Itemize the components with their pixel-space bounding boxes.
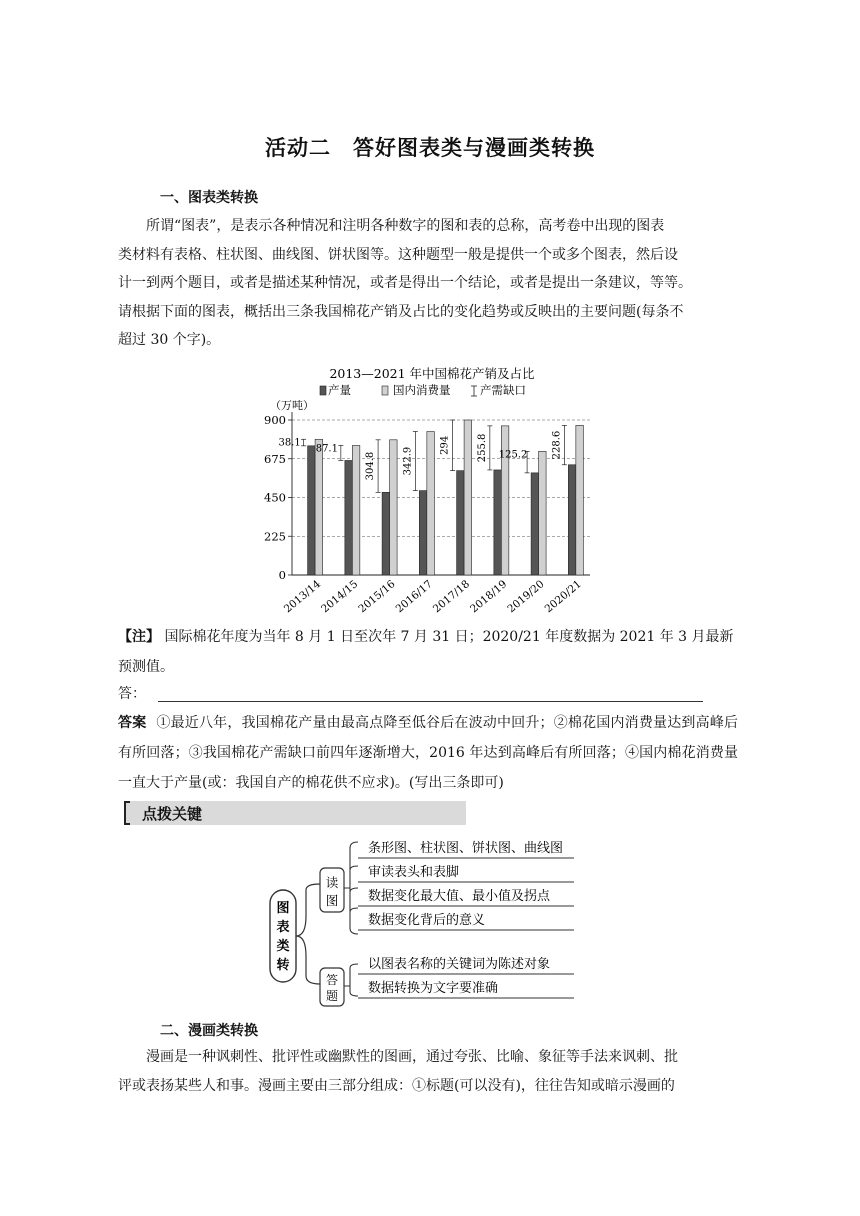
answer-item: 以图表名称的关键词为陈述对象: [368, 957, 551, 972]
bar-consumption: [352, 445, 360, 575]
bar-production: [382, 492, 390, 575]
para-line: 超过 30 个字)。: [118, 332, 221, 348]
read-item: 条形图、柱状图、饼状图、曲线图: [368, 841, 564, 856]
x-tick-label: 2017/18: [430, 578, 473, 616]
para-line: 所谓“图表”，是表示各种情况和注明各种数字的图和表的总称，高考卷中出现的图表: [146, 218, 665, 234]
tip-bracket-icon: [124, 801, 130, 825]
svg-text:类: 类: [276, 939, 290, 954]
bar-production: [457, 471, 465, 575]
svg-text:表: 表: [276, 920, 290, 935]
chart-legend: [320, 383, 526, 397]
section-heading-comic: 二、漫画类转换: [160, 1023, 258, 1039]
svg-text:图: 图: [325, 893, 339, 908]
para-line: 评或表扬某些人和事。漫画主要由三部分组成：①标题(可以没有)，往往告知或暗示漫画的: [118, 1077, 675, 1094]
para-line: 请根据下面的图表，概括出三条我国棉花产销及占比的变化趋势或反映出的主要问题(每条不: [118, 303, 684, 320]
svg-text:答: 答: [325, 973, 339, 987]
mind-map: [262, 836, 592, 1008]
legend-gap-icon: [471, 386, 477, 396]
answer-blank-line: [158, 701, 703, 702]
bar-production: [308, 446, 316, 575]
bar-production: [494, 470, 502, 575]
chart-note: [118, 622, 738, 682]
legend-swatch-production: [320, 386, 326, 395]
x-tick-label: 2018/19: [468, 578, 510, 616]
read-item: 数据变化背后的意义: [368, 913, 486, 928]
svg-text:读: 读: [325, 875, 339, 890]
para-line: 计一到两个题目，或者是描述某种情况，或者是得出一个结论，或者是提出一条建议，等等。: [118, 275, 692, 291]
legend-gap: 产需缺口: [480, 383, 526, 397]
answer-text: ①最近八年，我国棉花产量由最高点降至低谷后在波动中回升；②棉花国内消费量达到高峰后有所回落；③我国棉花产需缺口前四年逐渐增大，2016 年达到高峰后有所回落；④国内棉花消费量一直大于产量(或：我国自产的棉花供不应求)。(写出三条即可): [118, 715, 739, 791]
gap-label: 304.8: [365, 451, 377, 481]
para-line: 漫画是一种讽刺性、批评性或幽默性的图画，通过夸张、比喻、象征等手法来讽刺、批: [146, 1049, 678, 1065]
bar-consumption: [464, 420, 472, 575]
answer-prompt: 答：: [118, 686, 146, 702]
y-tick-label: 450: [264, 490, 286, 505]
read-item: 审读表头和表脚: [368, 865, 460, 880]
y-tick-label: 675: [264, 451, 286, 466]
chart-title: 2013—2021 年中国棉花产销及占比: [329, 366, 535, 381]
gap-label: 255.8: [476, 433, 488, 463]
section-heading-chart: 一、图表类转换: [160, 190, 258, 206]
legend-production: 产量: [328, 383, 351, 397]
y-tick-label: 225: [264, 529, 286, 544]
bar-consumption: [427, 432, 435, 575]
gap-label: 38.1: [278, 437, 301, 449]
y-tick-label: 900: [264, 413, 286, 427]
read-item: 数据变化最大值、最小值及拐点: [368, 889, 551, 904]
x-tick-label: 2015/16: [356, 578, 398, 616]
gap-label: 342.9: [402, 446, 414, 476]
para-line: 类材料有表格、柱状图、曲线图、饼状图等。这种题型一般是提供一个或多个图表，然后设: [118, 246, 678, 263]
x-tick-label: 2013/14: [281, 578, 324, 616]
section1-paragraph: [118, 212, 738, 355]
bar-consumption: [315, 439, 323, 575]
bar-production: [568, 465, 576, 575]
legend-swatch-consumption: [382, 386, 388, 395]
y-axis-label: （万吨）: [270, 399, 314, 412]
svg-text:转: 转: [276, 958, 290, 973]
tip-heading: 点拨关键: [142, 805, 203, 823]
bar-production: [419, 491, 427, 575]
legend-consumption: 国内消费量: [393, 383, 451, 397]
answer-label: 答案: [118, 715, 147, 731]
bar-consumption: [539, 451, 547, 575]
x-tick-label: 2020/21: [542, 578, 584, 616]
gap-label: 125.2: [498, 449, 528, 461]
x-tick-label: 2016/17: [393, 578, 435, 616]
page-title: 活动二 答好图表类与漫画类转换: [265, 136, 595, 160]
bar-consumption: [576, 425, 584, 575]
x-tick-label: 2014/15: [319, 578, 361, 616]
section2-paragraph: [118, 1043, 738, 1100]
bar-consumption: [501, 426, 509, 575]
answer-item: 数据转换为文字要准确: [368, 981, 499, 996]
bar-production: [345, 460, 353, 575]
cotton-chart: [262, 362, 602, 620]
gap-label: 228.6: [551, 430, 563, 460]
bar-consumption: [390, 440, 398, 575]
x-tick-label: 2019/20: [505, 578, 547, 616]
svg-text:题: 题: [325, 989, 339, 1003]
answer-block: [118, 708, 738, 798]
svg-text:图: 图: [276, 901, 290, 916]
gap-label: 294: [439, 435, 451, 455]
y-tick-label: 0: [278, 568, 286, 582]
note-label: 【注】: [118, 629, 160, 645]
note-text-continued: 预测值。: [118, 659, 174, 675]
note-text: 国际棉花年度为当年 8 月 1 日至次年 7 月 31 日；2020/21 年度数据为 2021 年 3 月最新: [164, 629, 734, 645]
bar-production: [531, 473, 539, 575]
gap-label: 87.1: [315, 443, 338, 455]
